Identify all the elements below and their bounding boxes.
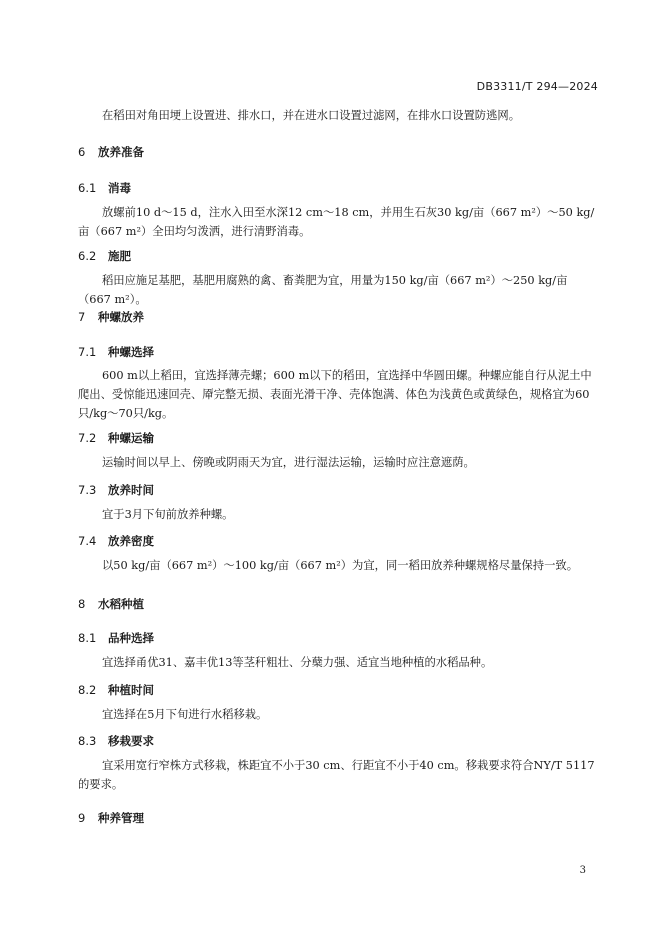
section-title: 移栽要求 [108, 734, 154, 748]
section-heading-7-2 [78, 430, 154, 446]
section-heading-7-1 [78, 344, 154, 360]
section-number: 8 [78, 597, 86, 611]
section-heading-6-1 [78, 180, 131, 196]
section-title: 水稻种植 [98, 597, 144, 611]
section-heading-8-1 [78, 630, 154, 646]
section-title: 种养管理 [98, 811, 144, 825]
page-number: 3 [579, 865, 586, 876]
section-number: 7.1 [78, 345, 97, 359]
section-number: 7 [78, 310, 86, 324]
section-title: 种螺放养 [98, 310, 144, 324]
section-title: 施肥 [108, 249, 131, 263]
section-heading-7-4 [78, 533, 154, 549]
section-number: 9 [78, 811, 86, 825]
section-title: 品种选择 [108, 631, 154, 645]
section-heading-7-3 [78, 482, 154, 498]
paragraph-6-2: 稻田应施足基肥，基肥用腐熟的禽、畜粪肥为宜，用量为150 kg/亩（667 m²）～250 kg/亩（667 m²）。 [78, 274, 568, 306]
section-number: 8.3 [78, 734, 97, 748]
section-heading-8-3 [78, 733, 154, 749]
section-heading-8 [78, 596, 144, 612]
paragraph-6-1: 放螺前10 d～15 d，注水入田至水深12 cm～18 cm，并用生石灰30 kg/亩（667 m²）～50 kg/亩（667 m²）全田均匀泼洒，进行清野消毒。 [78, 206, 595, 238]
paragraph-7-3: 宜于3月下旬前放养种螺。 [102, 508, 234, 521]
paragraph-7-4: 以50 kg/亩（667 m²）～100 kg/亩（667 m²）为宜，同一稻田放养种螺规格尽量保持一致。 [102, 559, 578, 572]
section-title: 放养时间 [108, 483, 154, 497]
section-heading-6 [78, 144, 144, 160]
section-heading-6-2 [78, 248, 131, 264]
paragraph-8-1: 宜选择甬优31、嘉丰优13等茎秆粗壮、分蘖力强、适宜当地种植的水稻品种。 [102, 656, 493, 669]
section-title: 消毒 [108, 181, 131, 195]
section-title: 放养密度 [108, 534, 154, 548]
section-number: 6.1 [78, 181, 97, 195]
section-title: 种螺运输 [108, 431, 154, 445]
section-number: 6 [78, 145, 86, 159]
section-number: 6.2 [78, 249, 97, 263]
section-number: 7.2 [78, 431, 97, 445]
section-heading-8-2 [78, 682, 154, 698]
paragraph-7-2: 运输时间以早上、傍晚或阴雨天为宜，进行湿法运输，运输时应注意遮荫。 [102, 456, 475, 469]
section-number: 7.4 [78, 534, 97, 548]
section-heading-7 [78, 309, 144, 325]
section-title: 种螺选择 [108, 345, 154, 359]
paragraph-8-3: 宜采用宽行窄株方式移栽，株距宜不小于30 cm、行距宜不小于40 cm。移栽要求符合NY/T 5117的要求。 [78, 759, 595, 791]
paragraph-intro: 在稻田对角田埂上设置进、排水口，并在进水口设置过滤网，在排水口设置防逃网。 [102, 109, 520, 122]
section-number: 8.2 [78, 683, 97, 697]
paragraph-8-2: 宜选择在5月下旬进行水稻移栽。 [102, 708, 268, 721]
document-id: DB3311/T 294—2024 [476, 80, 598, 93]
section-heading-9 [78, 810, 144, 826]
paragraph-7-1: 600 m以上稻田，宜选择薄壳螺；600 m以下的稻田，宜选择中华圆田螺。种螺应能自行从泥土中爬出、受惊能迅速回壳、厣完整无损、表面光滑干净、壳体饱满、体色为浅黄色或黄绿色，规格宜为60只/kg～70只/kg。 [78, 369, 592, 420]
section-number: 7.3 [78, 483, 97, 497]
section-title: 种植时间 [108, 683, 154, 697]
section-number: 8.1 [78, 631, 97, 645]
section-title: 放养准备 [98, 145, 144, 159]
